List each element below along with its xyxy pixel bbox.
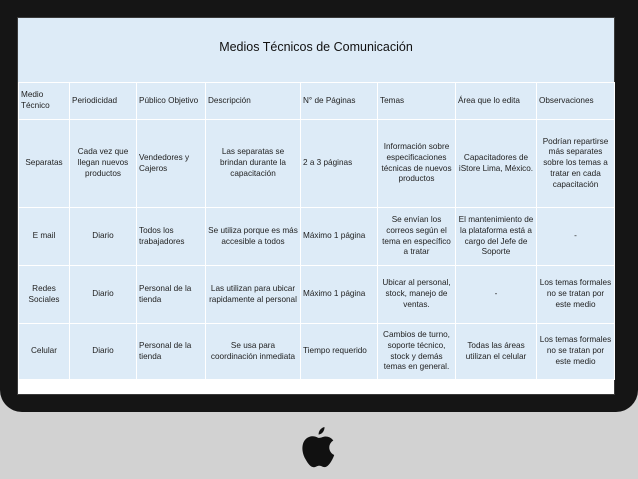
table-cell: Se utiliza porque es más accesible a todos	[206, 208, 301, 266]
header-periodicidad: Periodicidad	[70, 83, 137, 120]
table-cell: El mantenimiento de la plataforma está a cargo del Jefe de Soporte	[456, 208, 537, 266]
table-cell: Se envían los correos según el tema en específico a tratar	[378, 208, 456, 266]
table-cell: Todas las áreas utilizan el celular	[456, 324, 537, 380]
header-area: Área que lo edita	[456, 83, 537, 120]
table-cell: Celular	[19, 324, 70, 380]
header-observaciones: Observaciones	[537, 83, 615, 120]
table-row	[19, 208, 615, 266]
table-cell: Los temas formales no se tratan por este medio	[537, 266, 615, 324]
apple-logo-icon	[300, 425, 336, 469]
table-cell: Tiempo requerido	[301, 324, 378, 380]
table-cell: Las utilizan para ubicar rapidamente al personal	[206, 266, 301, 324]
table-row	[19, 120, 615, 208]
table-cell: Ubicar al personal, stock, manejo de ventas.	[378, 266, 456, 324]
table-cell: E mail	[19, 208, 70, 266]
table-cell: Información sobre especificaciones técnicas de nuevos productos	[378, 120, 456, 208]
table-cell: Las separatas se brindan durante la capacitación	[206, 120, 301, 208]
table-cell: Diario	[70, 208, 137, 266]
table-row	[19, 266, 615, 324]
table-header-row	[19, 83, 615, 120]
header-publico-objetivo: Público Objetivo	[137, 83, 206, 120]
header-medio-tecnico: Medio Técnico	[19, 83, 70, 120]
header-numero-paginas: N° de Páginas	[301, 83, 378, 120]
table-cell: Podrían repartirse más separates sobre los temas a tratar en cada capacitación	[537, 120, 615, 208]
header-temas: Temas	[378, 83, 456, 120]
table-cell: Vendedores y Cajeros	[137, 120, 206, 208]
table-cell: 2 a 3 páginas	[301, 120, 378, 208]
title-band	[18, 18, 614, 84]
table-cell: Separatas	[19, 120, 70, 208]
table-cell: Diario	[70, 266, 137, 324]
table-row	[19, 324, 615, 380]
table-cell: Los temas formales no se tratan por este medio	[537, 324, 615, 380]
communication-media-table	[18, 82, 615, 380]
table-cell: Se usa para coordinación inmediata	[206, 324, 301, 380]
table-cell: Personal de la tienda	[137, 324, 206, 380]
table-cell: -	[456, 266, 537, 324]
table-cell: Capacitadores de iStore Lima, México.	[456, 120, 537, 208]
table-cell: -	[537, 208, 615, 266]
table-cell: Cada vez que llegan nuevos productos	[70, 120, 137, 208]
slide-screen	[18, 18, 614, 394]
table-cell: Redes Sociales	[19, 266, 70, 324]
table-cell: Máximo 1 página	[301, 266, 378, 324]
header-descripcion: Descripción	[206, 83, 301, 120]
table-cell: Máximo 1 página	[301, 208, 378, 266]
slide-title: Medios Técnicos de Comunicación	[219, 40, 413, 54]
table-cell: Diario	[70, 324, 137, 380]
table-cell: Todos los trabajadores	[137, 208, 206, 266]
table-cell: Cambios de turno, soporte técnico, stock y demás temas en general.	[378, 324, 456, 380]
table-cell: Personal de la tienda	[137, 266, 206, 324]
